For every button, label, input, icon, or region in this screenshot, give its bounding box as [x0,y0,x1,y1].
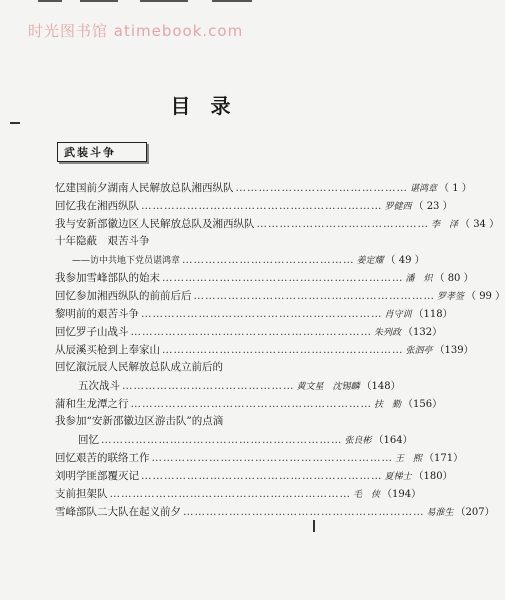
leader-dots: ……………………………………………………… [109,488,351,500]
watermark: 时光图书馆 atimebook.com [28,22,244,40]
toc-entry[interactable] [55,215,500,233]
section-heading [57,142,147,162]
toc-page: （148） [361,381,401,392]
toc-title: 从辰溪买枪到上奉家山 [55,344,160,356]
toc-entry[interactable] [72,251,425,269]
toc-title: 我与安新部徽边区人民解放总队及湘西纵队 [55,218,255,230]
toc-author: 易淮生 [426,508,454,518]
toc-author: 潘 炽 [405,274,433,284]
toc-entry[interactable] [55,467,453,485]
toc-title: 十年隐蔽 艰苦斗争 [55,235,150,247]
toc-entry[interactable] [55,287,505,305]
toc-page: （139） [434,345,474,356]
toc-entry[interactable] [55,305,453,323]
toc-author: 肖守训 [384,310,412,320]
toc-title: 蒲和生龙潭之行 [55,398,129,410]
top-rule-1 [38,0,62,2]
margin-mark [10,122,20,124]
leader-dots: ……………………………………………………… [101,434,343,446]
page-title: 目 录 [170,94,231,118]
toc-author: 罗健西 [384,202,412,212]
toc-title: 我参加“安新邵徽边区游击队”的点滴 [55,415,224,427]
toc-title: 黎明前的艰苦斗争 [55,308,139,320]
leader-dots: ……………………………………… [235,182,408,194]
leader-dots: ……………………………………………………… [183,506,425,518]
toc-page: （207） [455,507,495,518]
toc-title: 刘明学匪部覆灭记 [55,470,139,482]
toc-entry[interactable] [55,413,345,431]
leader-dots: ……………………………………………………… [162,272,404,284]
toc-author: 谌鸿章 [410,184,438,194]
top-rule-3 [140,0,188,2]
toc-author: 李 泽 [431,220,459,230]
toc-author: 张泗亭 [405,346,433,356]
toc-author: 扶 勤 [374,400,402,410]
leader-dots: ……………………………………… [122,380,295,392]
toc-author: 黄文星 沈锡麟 [296,382,360,392]
toc-author: 王 熙 [395,454,423,464]
toc-entry[interactable] [55,449,464,467]
toc-author: 夏梯士 [384,472,412,482]
toc-entry[interactable] [55,359,345,377]
toc-entry[interactable] [55,179,472,197]
toc-title: 五次战斗 [78,380,120,392]
toc-page: （164） [373,435,413,446]
top-rule-2 [80,0,118,2]
toc-entry[interactable] [55,395,443,413]
toc-author: 毛 侠 [353,490,381,500]
toc-author: 罗孝签 [437,292,465,302]
toc-page: （ 49 ） [385,255,425,266]
toc-page: （ 1 ） [439,183,472,194]
leader-dots: ……………………………………………………… [193,290,435,302]
toc-entry[interactable] [55,485,422,503]
toc-page: （194） [382,489,422,500]
toc-title: 回忆我在湘西纵队 [55,200,139,212]
toc-page: （ 80 ） [434,273,474,284]
toc-entry[interactable] [55,269,474,287]
toc-page: （ 34 ） [460,219,500,230]
leader-dots: ……………………………………………………… [151,452,393,464]
toc-title: 雪峰部队二大队在起义前夕 [55,506,181,518]
toc-page: （171） [424,453,464,464]
toc-page: （180） [413,471,453,482]
toc-title: 回忆艰苦的联络工作 [55,452,150,464]
toc-entry[interactable] [55,503,495,521]
toc-page: （132） [403,327,443,338]
toc-author: 姜定耀 [356,256,384,266]
toc-author: 张良彬 [344,436,372,446]
toc-entry[interactable] [55,197,453,215]
toc-page: （ 23 ） [413,201,453,212]
leader-dots: ……………………………………………………… [130,326,372,338]
section-heading-label: 武装斗争 [64,146,116,159]
toc-title: 回忆罗子山战斗 [55,326,129,338]
toc-entry[interactable] [55,323,443,341]
toc-title: 回忆 [78,434,99,446]
toc-title: 我参加雪峰部队的始末 [55,272,160,284]
leader-dots: ……………………………………………………… [141,200,383,212]
leader-dots: ……………………………………………………… [141,470,383,482]
leader-dots: ……………………………………………………… [141,308,383,320]
toc-author: 朱列政 [374,328,402,338]
page-mark [313,520,315,532]
toc-entry[interactable] [55,341,474,359]
toc-title: ——访中共地下党员谌鸿章 [72,256,181,266]
toc-title: 回忆参加湘西纵队的前前后后 [55,290,192,302]
leader-dots: ……………………………………… [256,218,429,230]
toc-page: （ 99 ） [466,291,505,302]
toc-page: （118） [413,309,453,320]
toc-title: 回忆溆沅辰人民解放总队成立前后的 [55,361,223,373]
leader-dots: ……………………………………………………… [130,398,372,410]
leader-dots: ……………………………………………………… [162,344,404,356]
toc-page: （156） [403,399,443,410]
toc-entry[interactable] [55,233,345,251]
leader-dots: ……………………………………… [182,254,355,266]
toc-title: 支前担架队 [55,488,108,500]
toc-entry[interactable] [78,431,413,449]
top-rule-4 [212,0,252,2]
toc-entry[interactable] [78,377,401,395]
toc-title: 忆建国前夕湖南人民解放总队湘西纵队 [55,182,234,194]
